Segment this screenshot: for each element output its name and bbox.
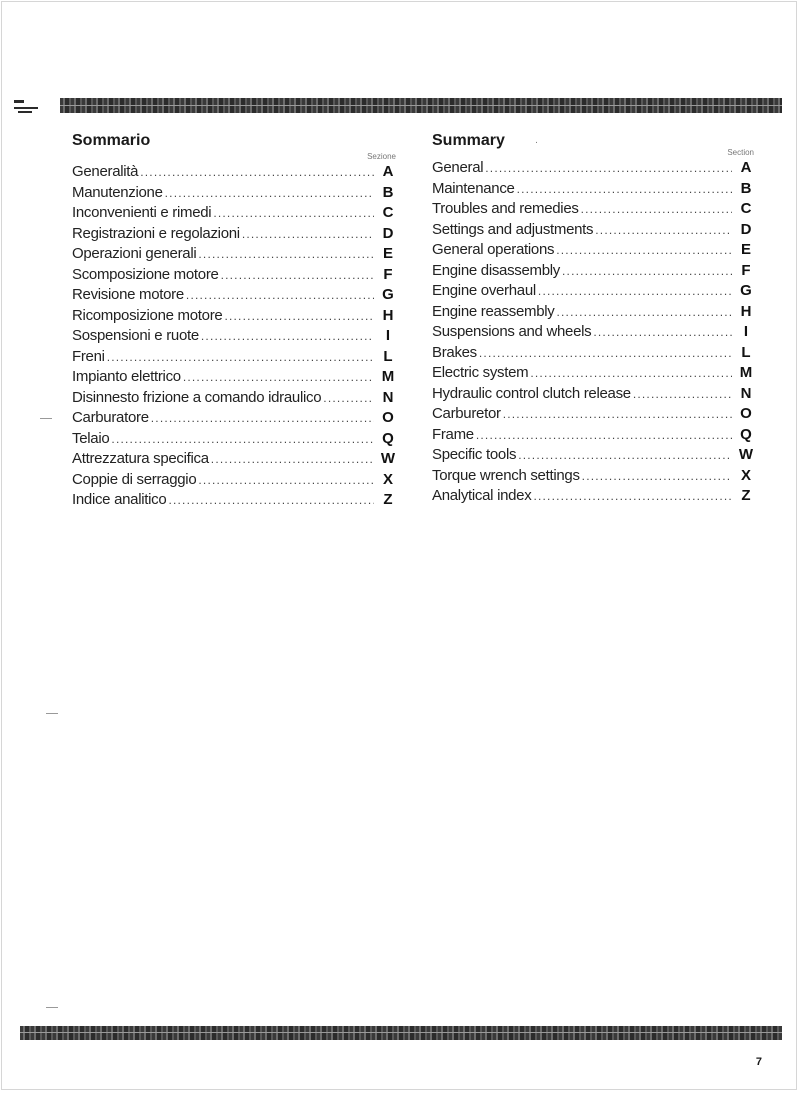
toc-entry — [72, 285, 396, 306]
section-code: D — [740, 220, 752, 238]
title-dot: · — [534, 137, 539, 148]
toc-entry — [72, 183, 396, 204]
toc-entry-label: Manutenzione — [72, 183, 163, 201]
dot-leader — [107, 347, 374, 368]
toc-entry — [72, 490, 396, 511]
toc-entry — [432, 261, 754, 282]
dot-leader — [595, 220, 732, 241]
dot-leader — [581, 199, 732, 220]
page-number: 7 — [755, 1056, 762, 1068]
dot-leader — [165, 183, 374, 204]
dot-leader — [151, 408, 374, 429]
section-code: A — [382, 163, 394, 180]
section-code: C — [382, 204, 394, 221]
toc-entry — [72, 367, 396, 388]
toc-entry-label: Carburetor — [432, 405, 501, 422]
section-code: O — [740, 405, 752, 422]
section-code: X — [382, 470, 393, 488]
toc-entry — [72, 265, 396, 286]
toc-entry-label: Sospensioni e ruote — [72, 327, 199, 344]
toc-entry — [432, 158, 754, 179]
toc-entry — [72, 388, 396, 409]
toc-entry — [72, 224, 396, 245]
toc-entry-label: Registrazioni e regolazioni — [72, 224, 240, 242]
toc-entry-label: Indice analitico — [72, 491, 167, 508]
toc-entry — [432, 486, 754, 507]
toc-entry-label: Coppie di serraggio — [72, 470, 197, 488]
toc-entry — [72, 306, 396, 327]
section-code: E — [382, 245, 393, 262]
toc-list-it — [72, 162, 396, 511]
toc-entry — [432, 281, 754, 302]
section-code: Z — [741, 487, 751, 504]
section-column-header-it: Sezione — [367, 152, 396, 161]
section-code: G — [382, 286, 394, 303]
section-code: L — [383, 347, 393, 365]
toc-entry — [432, 343, 754, 364]
dot-leader — [556, 240, 732, 261]
toc-entry-label: Settings and adjustments — [432, 220, 594, 238]
toc-entry-label: Disinnesto frizione a comando idraulico — [72, 388, 322, 406]
toc-title-it: Sommario — [72, 132, 151, 149]
toc-entry — [72, 470, 396, 491]
toc-entry — [432, 384, 754, 405]
toc-entry-label: Specific tools — [432, 446, 517, 463]
toc-entry-label: Generalità — [72, 163, 139, 180]
toc-list-en — [432, 158, 754, 507]
dot-leader — [518, 445, 732, 466]
section-code: E — [740, 241, 751, 258]
dot-leader — [242, 224, 374, 245]
scan-mark — [46, 713, 58, 714]
toc-entry-label: General — [432, 159, 484, 176]
section-code: I — [385, 327, 391, 344]
section-code: B — [382, 183, 394, 201]
toc-entry — [432, 240, 754, 261]
dot-leader — [111, 429, 374, 450]
toc-entry-label: Scomposizione motore — [72, 265, 219, 283]
section-code: Q — [740, 425, 752, 443]
toc-entry — [432, 302, 754, 323]
toc-entry-label: Frame — [432, 425, 474, 443]
toc-entry — [432, 322, 754, 343]
toc-entry-label: Hydraulic control clutch release — [432, 384, 631, 402]
section-code: O — [382, 409, 394, 426]
footer-rule — [20, 1026, 782, 1040]
toc-entry-label: Revisione motore — [72, 286, 184, 303]
section-code: W — [380, 450, 396, 467]
dot-leader — [211, 449, 374, 470]
dot-leader — [140, 162, 374, 183]
dot-leader — [530, 363, 732, 384]
section-code: N — [740, 384, 752, 402]
toc-entry — [72, 449, 396, 470]
toc-entry-label: Engine reassembly — [432, 302, 555, 320]
toc-entry — [72, 326, 396, 347]
dot-leader — [533, 486, 732, 507]
toc-entry — [432, 220, 754, 241]
dot-leader — [503, 404, 732, 425]
dot-leader — [582, 466, 732, 487]
toc-entry — [72, 203, 396, 224]
section-code: N — [382, 388, 394, 406]
toc-entry-label: Attrezzatura specifica — [72, 450, 209, 467]
dot-leader — [198, 470, 374, 491]
section-code: A — [740, 159, 752, 176]
toc-entry — [72, 244, 396, 265]
section-code: I — [743, 323, 749, 340]
toc-title-en-text: Summary — [432, 132, 505, 149]
section-code: H — [740, 302, 752, 320]
dot-leader — [224, 306, 374, 327]
section-code: Z — [383, 491, 393, 508]
toc-entry — [432, 425, 754, 446]
dot-leader — [538, 281, 732, 302]
section-code: M — [739, 364, 753, 381]
dot-leader — [593, 322, 732, 343]
dot-leader — [221, 265, 374, 286]
toc-entry-label: General operations — [432, 241, 555, 258]
section-code: H — [382, 306, 394, 324]
toc-entry-label: Engine overhaul — [432, 282, 536, 299]
toc-entry — [432, 199, 754, 220]
toc-entry — [72, 347, 396, 368]
toc-entry-label: Carburatore — [72, 409, 149, 426]
dot-leader — [517, 179, 732, 200]
toc-entry — [432, 404, 754, 425]
toc-entry-label: Engine disassembly — [432, 261, 561, 279]
header-rule — [60, 98, 782, 113]
toc-entry-label: Inconvenienti e rimedi — [72, 204, 212, 221]
section-code: M — [381, 368, 395, 385]
toc-entry — [72, 162, 396, 183]
dot-leader — [186, 285, 374, 306]
section-code: X — [740, 466, 751, 484]
dot-leader — [183, 367, 374, 388]
scan-mark — [40, 418, 52, 419]
dot-leader — [485, 158, 732, 179]
dot-leader — [556, 302, 732, 323]
section-code: B — [740, 179, 752, 197]
toc-entry-label: Analytical index — [432, 487, 532, 504]
section-code: F — [383, 265, 393, 283]
section-code: F — [741, 261, 751, 279]
toc-entry-label: Freni — [72, 347, 105, 365]
toc-entry-label: Ricomposizione motore — [72, 306, 223, 324]
toc-entry-label: Torque wrench settings — [432, 466, 580, 484]
dot-leader — [633, 384, 732, 405]
section-code: W — [738, 446, 754, 463]
section-code: D — [382, 224, 394, 242]
corner-mark — [14, 100, 40, 116]
toc-entry — [432, 445, 754, 466]
toc-entry-label: Suspensions and wheels — [432, 323, 592, 340]
dot-leader — [198, 244, 374, 265]
toc-entry-label: Troubles and remedies — [432, 200, 579, 217]
italian-toc — [72, 130, 396, 511]
toc-entry-label: Operazioni generali — [72, 245, 197, 262]
toc-entry — [432, 363, 754, 384]
english-toc — [432, 130, 754, 507]
scan-mark — [46, 1007, 58, 1008]
dot-leader — [479, 343, 732, 364]
section-code: C — [740, 200, 752, 217]
section-code: Q — [382, 429, 394, 447]
toc-entry — [72, 408, 396, 429]
dot-leader — [213, 203, 374, 224]
section-code: G — [740, 282, 752, 299]
toc-entry-label: Telaio — [72, 429, 110, 447]
section-code: L — [741, 343, 751, 361]
toc-entry-label: Maintenance — [432, 179, 515, 197]
toc-entry — [432, 466, 754, 487]
toc-entry — [432, 179, 754, 200]
dot-leader — [201, 326, 374, 347]
dot-leader — [168, 490, 374, 511]
toc-entry-label: Impianto elettrico — [72, 368, 181, 385]
dot-leader — [323, 388, 374, 409]
toc-entry-label: Brakes — [432, 343, 477, 361]
toc-entry — [72, 429, 396, 450]
toc-entry-label: Electric system — [432, 364, 529, 381]
dot-leader — [562, 261, 732, 282]
dot-leader — [476, 425, 732, 446]
section-column-header-en: Section — [727, 148, 754, 157]
